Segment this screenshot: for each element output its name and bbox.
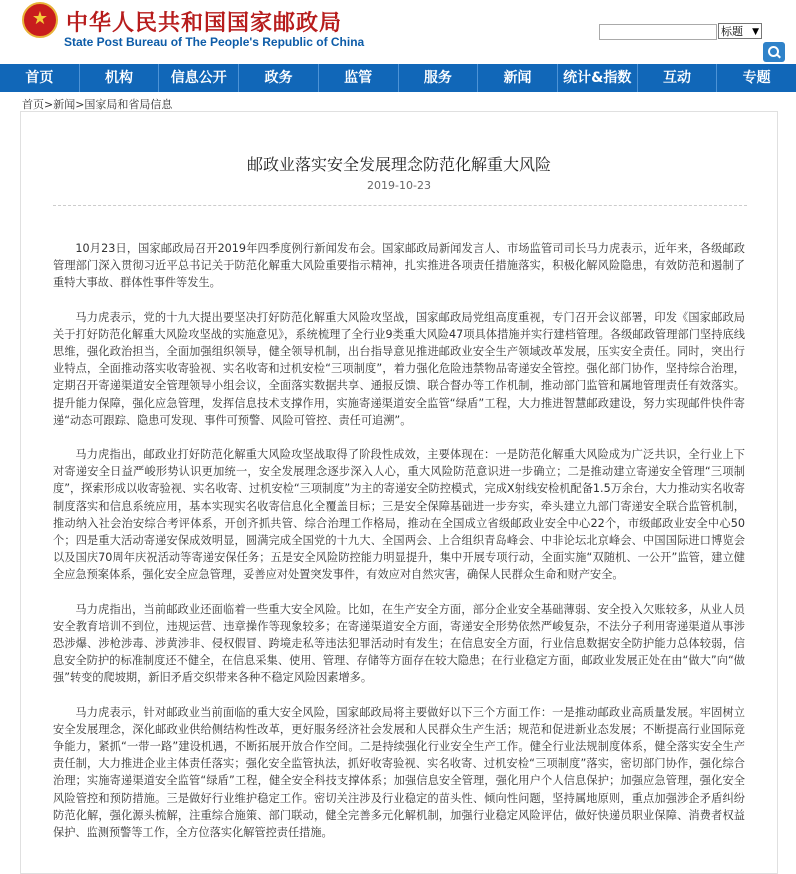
nav-item-info-disclosure[interactable]: 信息公开 xyxy=(159,64,239,92)
title-divider xyxy=(53,205,747,206)
nav-item-topics[interactable]: 专题 xyxy=(742,70,771,86)
nav-item-government-affairs[interactable]: 政务 xyxy=(239,64,319,92)
article-paragraph: 马力虎指出，邮政业打好防范化解重大风险攻坚战取得了阶段性成效，主要体现在：一是防范化解重大风险成为广泛共识，全行业上下对寄递安全日益严峻形势认识更加统一，安全发展理念逐步深入人心，重大风险防范意识进一步确立；二是推动建立寄递安全管理“三项制度”，探索形成以收寄验视、实名收寄、过机安检“三项制度”为主的寄递安全防控模式，完成X射线安检机配备1.5万余台，大力推动实名收寄制度落实和信息系统应用，基本实现实名收寄信息化全覆盖目标；三是安全保障基础进一步夯实，牵头建立九部门寄递安全联合监管机制，推动纳入社会治安综合考评体系，开创齐抓共管、综合治理工作格局，推动在全国成立省级邮政业安全中心22个，市级邮政业安全中心50个；四是重大活动寄递安保成效明显，圆满完成全国党的十九大、全国两会、上合组织青岛峰会、中非论坛北京峰会、中国国际进口博览会以及国庆70周年庆祝活动等寄递安保任务；五是安全风险防控能力明显提升，集中开展专项行动，全面实施“双随机、一公开”监管，建立健全应急预案体系，强化安全应急管理，妥善应对处置突发事件，有效应对自然灾害，确保人民群众生命和财产安全。 xyxy=(53,448,745,582)
nav-item-interaction[interactable]: 互动 xyxy=(638,64,718,92)
search-button[interactable] xyxy=(763,42,785,62)
article-date: 2019-10-23 xyxy=(367,179,431,192)
article-paragraph: 马力虎表示，针对邮政业当前面临的重大安全风险，国家邮政局将主要做好以下三个方面工作：一是推动邮政业高质量发展。牢固树立安全发展理念，深化邮政业供给侧结构性改革，更好服务经济社会发展和人民群众生产生活；规范和促进新业态发展；不断提高行业国际竞争能力，紧抓“一带一路”建设机遇，不断拓展开放合作空间。二是持续强化行业安全生产工作。健全行业法规制度体系，健全落实安全生产责任制，大力推进企业主体责任落实；强化安全监管执法，抓好收寄验视、实名收寄、过机安检“三项制度”落实，密切部门协作，强化综合治理；实施寄递渠道安全监管“绿盾”工程，健全安全科技支撑体系；加强信息安全管理，强化用户个人信息保护；加强应急管理，强化安全风险管控和预防措施。三是做好行业维护稳定工作。密切关注涉及行业稳定的苗头性、倾向性问题，坚持属地原则，重点加强涉企矛盾纠纷防范化解，强化源头梳解，注重综合施策、部门联动，健全完善多元化解机制，加强行业稳定风险评估，做好快递员职业保障、消费者权益保护、监测预警等工作，全方位落实化解管控责任措施。 xyxy=(53,705,745,840)
article-title: 邮政业落实安全发展理念防范化解重大风险 xyxy=(246,155,551,174)
search-scope-select[interactable] xyxy=(718,23,762,39)
article-body xyxy=(53,240,745,858)
nav-item-news[interactable]: 新闻 xyxy=(478,64,558,92)
nav-item-organization[interactable]: 机构 xyxy=(80,64,160,92)
article-paragraph: 马力虎表示，党的十九大提出要坚决打好防范化解重大风险攻坚战，国家邮政局党组高度重视，专门召开会议部署，印发《国家邮政局关于打好防范化解重大风险攻坚战的实施意见》，系统梳理了全行业9类重大风险47项具体措施并实行建档管理。各级邮政管理部门坚持底线思维，强化政治担当，全面加强组织领导，健全领导机制，出台指导意见推进邮政业安全生产领域改革发展，压实安全责任。同时，突出行业特点，全面推动落实收寄验视、实名收寄和过机安检“三项制度”，着力强化危险违禁物品寄递安全管控。强化部门协作，坚持综合治理，定期召开寄递渠道安全管理领导小组会议，全面落实数据共享、通报反馈、联合督办等工作机制，推动部门监管和属地管理责任有效落实。提升能力保障，强化应急管理，发挥信息技术支撑作用，实施寄递渠道安全监管“绿盾”工程，大力推进智慧邮政建设，努力实现邮件快件寄递“动态可跟踪、隐患可发现、事件可预警、风险可管控、责任可追溯”。 xyxy=(53,310,745,427)
nav-item-home[interactable]: 首页 xyxy=(0,64,80,92)
breadcrumb[interactable]: 首页>新闻>国家局和省局信息 xyxy=(22,98,173,111)
nav-item-supervision[interactable]: 监管 xyxy=(319,64,399,92)
chevron-down-icon: ▼ xyxy=(752,27,759,37)
article-panel xyxy=(20,111,778,874)
article-paragraph: 10月23日，国家邮政局召开2019年四季度例行新闻发布会。国家邮政局新闻发言人、市场监管司司长马力虎表示，近年来，各级邮政管理部门深入贯彻习近平总书记关于防范化解重大风险重要指示精神，扎实推进各项责任措施落实，积极化解风险隐患，有效防范和遏制了重特大事故、群体性事件等发生。 xyxy=(53,242,745,290)
site-name-cn[interactable]: 中华人民共和国国家邮政局 xyxy=(66,11,343,36)
nav-item-services[interactable]: 服务 xyxy=(399,64,479,92)
main-nav xyxy=(0,64,796,92)
search-scope-value: 标题 xyxy=(721,25,743,38)
search-input[interactable] xyxy=(599,24,717,40)
nav-item-statistics[interactable]: 统计&指数 xyxy=(558,64,638,92)
article-paragraph: 马力虎指出，当前邮政业还面临着一些重大安全风险。比如，在生产安全方面，部分企业安全基础薄弱、安全投入欠账较多，从业人员安全教育培训不到位，违规运营、违章操作等现象较多；在寄递渠道安全方面，寄递安全形势依然严峻复杂，不法分子利用寄递渠道从事涉恐涉爆、涉枪涉毒、涉黄涉非、侵权假冒、跨境走私等违法犯罪活动时有发生；在信息安全方面，行业信息数据安全防护能力总体较弱，信息安全防护的标准制度还不健全，在信息采集、使用、管理、存储等方面存在较大隐患；在行业稳定方面，邮政业发展正处在由“做大”向“做强”转变的爬坡期，新旧矛盾交织带来各种不稳定风险因素增多。 xyxy=(53,602,745,685)
national-emblem-logo[interactable] xyxy=(22,2,58,38)
site-header xyxy=(0,0,796,64)
site-name-en: State Post Bureau of The People's Republic of China xyxy=(64,35,365,49)
